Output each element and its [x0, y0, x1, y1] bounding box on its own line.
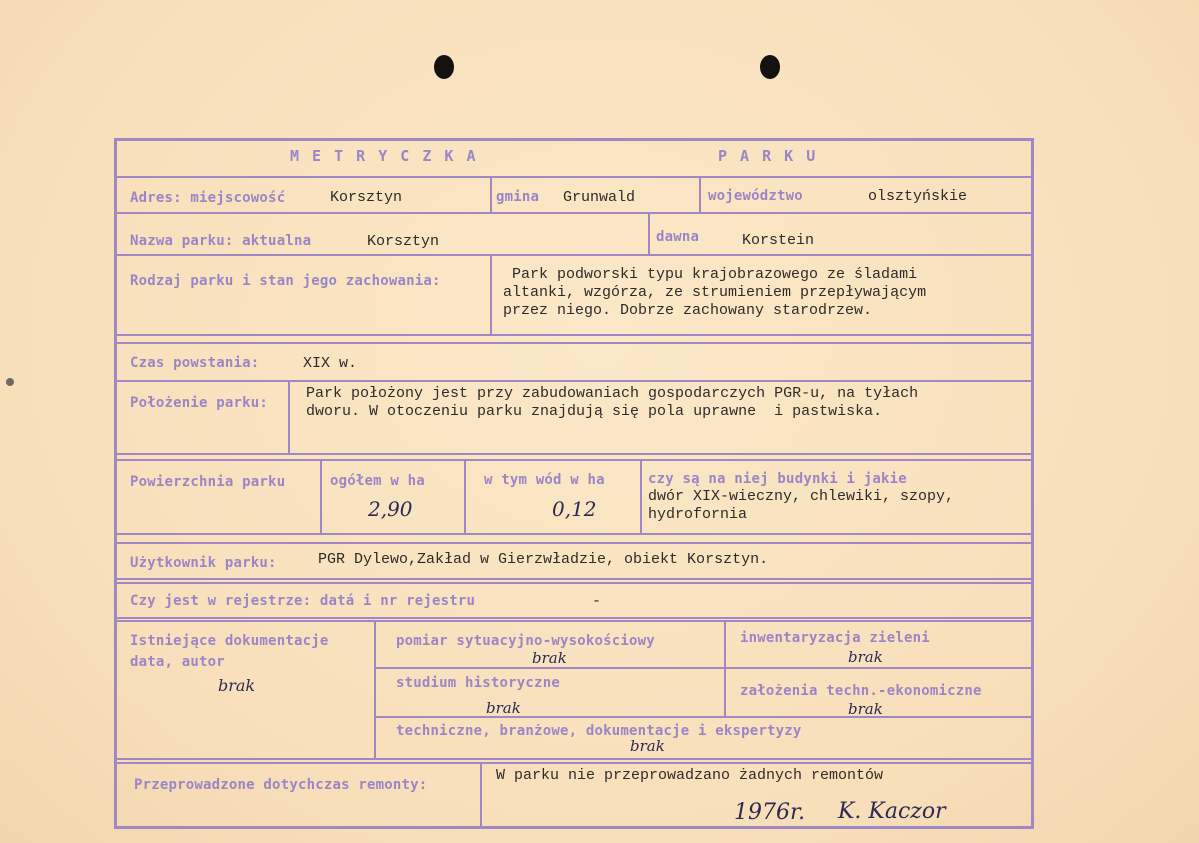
former-name-value: Korstein [742, 232, 815, 249]
inventory-value: brak [848, 648, 883, 666]
buildings-label: czy są na niej budynki i jakie [648, 471, 907, 487]
assumptions-value: brak [848, 700, 883, 718]
park-name-label: Nazwa parku: aktualna [130, 233, 312, 249]
location-label: Położenie parku: [130, 395, 269, 411]
user-label: Użytkownik parku: [130, 555, 277, 571]
voivodeship-value: olsztyńskie [868, 188, 968, 205]
water-area-label: w tym wód w ha [484, 472, 605, 488]
signature-name: K. Kaczor [838, 799, 946, 824]
location-line-1: Park położony jest przy zabudowaniach gospodarczych PGR-u, na tyłach [306, 385, 919, 402]
user-value: PGR Dylewo,Zakład w Gierzwładzie, obiekt Korsztyn. [318, 551, 769, 568]
park-type-line-3: przez niego. Dobrze zachowany starodrzew. [503, 302, 873, 319]
repairs-value: W parku nie przeprowadzano żadnych remontów [496, 767, 884, 784]
water-area-value: 0,12 [552, 497, 597, 521]
origin-value: XIX w. [303, 355, 358, 372]
gmina-label: gmina [496, 189, 540, 205]
address-value: Korsztyn [330, 189, 403, 206]
assumptions-label: założenia techn.-ekonomiczne [740, 683, 982, 699]
park-type-line-2: altanki, wzgórza, ze strumieniem przepływającym [503, 284, 927, 301]
area-label: Powierzchnia parku [130, 474, 286, 490]
punch-hole-left [434, 55, 454, 79]
signature-date: 1976r. [734, 800, 806, 825]
inventory-label: inwentaryzacja zieleni [740, 630, 930, 646]
gmina-value: Grunwald [563, 189, 636, 206]
survey-value: brak [532, 649, 567, 667]
origin-label: Czas powstania: [130, 355, 260, 371]
docs-label-line-1: Istniejące dokumentacje [130, 633, 329, 649]
header-title-metryczka: M E T R Y C Z K A [290, 147, 478, 165]
address-label: Adres: miejscowość [130, 190, 286, 206]
register-label: Czy jest w rejestrze: datá i nr rejestru [130, 593, 476, 609]
technical-value: brak [630, 737, 665, 755]
buildings-line-1: dwór XIX-wieczny, chlewiki, szopy, [648, 488, 955, 505]
register-value: - [592, 593, 602, 610]
punch-hole-right [760, 55, 780, 79]
history-label: studium historyczne [396, 675, 560, 691]
park-type-line-1: Park podworski typu krajobrazowego ze śladami [503, 266, 918, 283]
docs-label-value: brak [218, 676, 256, 695]
survey-label: pomiar sytuacyjno-wysokościowy [396, 633, 655, 649]
total-area-label: ogółem w ha [330, 473, 425, 489]
repairs-label: Przeprowadzone dotychczas remonty: [134, 777, 428, 793]
former-name-label: dawna [656, 229, 700, 245]
buildings-line-2: hydrofornia [648, 506, 748, 523]
voivodeship-label: województwo [708, 188, 803, 204]
paper-mark [6, 378, 14, 386]
park-name-value: Korsztyn [367, 233, 440, 250]
header-title-parku: P A R K U [718, 147, 818, 165]
history-value: brak [486, 699, 521, 717]
location-line-2: dworu. W otoczeniu parku znajdują się pola uprawne i pastwiska. [306, 403, 883, 420]
docs-label-line-2: data, autor [130, 654, 225, 670]
total-area-value: 2,90 [368, 497, 413, 521]
technical-label: techniczne, branżowe, dokumentacje i ekspertyzy [396, 723, 802, 739]
park-type-label: Rodzaj parku i stan jego zachowania: [130, 273, 441, 289]
